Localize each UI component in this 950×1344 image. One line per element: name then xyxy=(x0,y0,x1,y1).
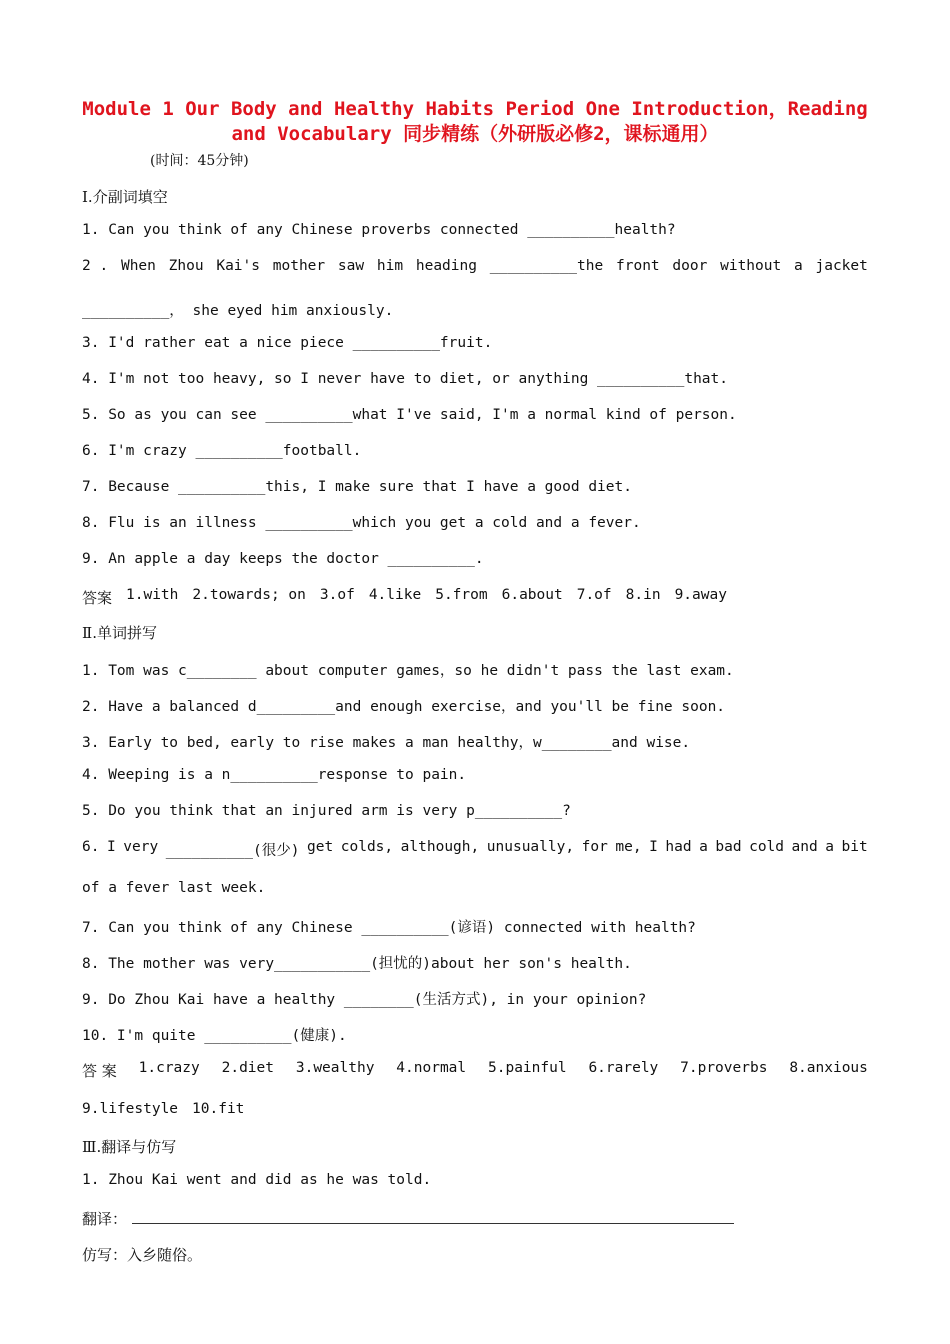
section-3-heading: Ⅲ.翻译与仿写 xyxy=(82,1138,177,1156)
document-title xyxy=(60,97,890,147)
s2-question-8: 8. The mother was very___________(担忧的)about her son's health. xyxy=(82,956,632,972)
s1-question-2-continued: __________， she eyed him anxiously. xyxy=(82,303,394,319)
s1-question-9: 9. An apple a day keeps the doctor __________. xyxy=(82,551,484,567)
translation-answer-line[interactable] xyxy=(132,1223,734,1224)
s1-answer-key: 答案 1.with 2.towards; on 3.of 4.like 5.from 6.about 7.of 8.in 9.away xyxy=(82,587,727,607)
s2-answer-key-continued: 9.lifestyle 10.fit xyxy=(82,1101,245,1117)
translate-label: 翻译： xyxy=(82,1210,128,1228)
s1-question-2: 2 . When Zhou Kai's mother saw him heading __________the front door without a jacket xyxy=(82,258,868,274)
s2-question-6-continued: of a fever last week. xyxy=(82,880,266,896)
time-note: (时间：45分钟) xyxy=(150,153,249,169)
s2-question-6: 6. I very __________(很少) get colds, although, unusually, for me, I had a bad cold and a bit xyxy=(82,839,868,859)
s2-question-3: 3. Early to bed, early to rise makes a man healthy，w________and wise. xyxy=(82,735,691,751)
answer-label: 答案 xyxy=(82,589,113,607)
s1-question-4: 4. I'm not too heavy, so I never have to diet, or anything __________that. xyxy=(82,371,729,387)
s1-question-5: 5. So as you can see __________what I've said, I'm a normal kind of person. xyxy=(82,407,737,423)
title-line-2: and Vocabulary 同步精练（外研版必修2，课标通用） xyxy=(231,123,719,145)
s2-question-2: 2. Have a balanced d_________and enough exercise，and you'll be fine soon. xyxy=(82,699,726,715)
s1-question-8: 8. Flu is an illness __________which you get a cold and a fever. xyxy=(82,515,641,531)
imitate-prompt: 仿写：入乡随俗。 xyxy=(82,1246,203,1264)
s2-question-1: 1. Tom was c________ about computer games，so he didn't pass the last exam. xyxy=(82,663,734,679)
s3-question-1: 1. Zhou Kai went and did as he was told. xyxy=(82,1172,432,1188)
answer-label: 答 案 xyxy=(82,1062,117,1080)
section-1-heading: Ⅰ.介副词填空 xyxy=(82,188,168,206)
s2-answer-key: 答 案 1.crazy 2.diet 3.wealthy 4.normal 5.painful 6.rarely 7.proverbs 8.anxious xyxy=(82,1060,868,1080)
s2-question-7: 7. Can you think of any Chinese __________(谚语) connected with health? xyxy=(82,920,696,936)
s2-question-5: 5. Do you think that an injured arm is very p__________? xyxy=(82,803,571,819)
s1-question-7: 7. Because __________this, I make sure that I have a good diet. xyxy=(82,479,632,495)
s2-question-9: 9. Do Zhou Kai have a healthy ________(生活方式), in your opinion? xyxy=(82,992,647,1008)
title-line-1: Module 1 Our Body and Healthy Habits Period One Introduction，Reading xyxy=(82,98,868,120)
section-2-heading: Ⅱ.单词拼写 xyxy=(82,624,157,642)
s2-question-10: 10. I'm quite __________(健康). xyxy=(82,1028,347,1044)
s1-question-3: 3. I'd rather eat a nice piece __________fruit. xyxy=(82,335,493,351)
s1-question-1: 1. Can you think of any Chinese proverbs connected __________health? xyxy=(82,222,676,238)
s1-question-6: 6. I'm crazy __________football. xyxy=(82,443,362,459)
s2-question-4: 4. Weeping is a n__________response to pain. xyxy=(82,767,467,783)
